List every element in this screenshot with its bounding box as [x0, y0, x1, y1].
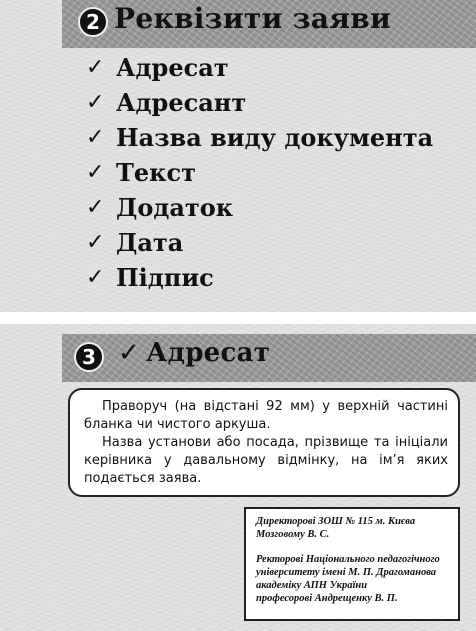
checkmark-icon: ✓: [86, 195, 105, 220]
list-item-label: Адресант: [116, 88, 247, 117]
list-item: [86, 85, 433, 120]
sample-line: Ректорові Національного педагогічного: [256, 554, 440, 565]
slide-number-badge: 2: [78, 7, 108, 37]
checkmark-icon: ✓: [86, 160, 105, 185]
list-item-label: Адресат: [116, 53, 229, 82]
list-item-label: Підпис: [116, 263, 214, 292]
list-item-label: Назва виду документа: [116, 123, 434, 152]
list-item: [86, 190, 433, 225]
list-item-label: Текст: [116, 158, 196, 187]
description-paragraph: Назва установи або посада, прізвище та ініціали керівника у давальному відмінку, на ім’я яких подається заява.: [84, 435, 448, 486]
requisites-list: [86, 50, 433, 295]
list-item: [86, 260, 433, 295]
sample-addressee-school: [256, 515, 448, 541]
list-item: [86, 225, 433, 260]
checkmark-icon: ✓: [86, 55, 105, 80]
list-item: [86, 155, 433, 190]
checkmark-icon: ✓: [86, 125, 105, 150]
slide-title-text: Адресат: [146, 338, 271, 368]
addressee-sample: [244, 507, 460, 621]
checkmark-icon: ✓: [86, 230, 105, 255]
sample-line: Директорові ЗОШ № 115 м. Києва: [256, 516, 416, 527]
list-item: [86, 50, 433, 85]
checkmark-icon: ✓: [118, 338, 141, 368]
sample-addressee-university: [256, 553, 448, 605]
checkmark-icon: ✓: [86, 90, 105, 115]
slide-requisites: [0, 0, 476, 312]
checkmark-icon: ✓: [86, 265, 105, 290]
slide-number-badge: 3: [74, 342, 104, 372]
sample-line: Мозговому В. С.: [256, 529, 330, 540]
sample-line: академіку АПН України: [256, 580, 368, 591]
sample-line: університету імені М. П. Драгоманова: [256, 567, 437, 578]
sample-line: професорові Андрещенку В. П.: [256, 593, 398, 604]
addressee-description: [68, 388, 460, 497]
description-paragraph: Праворуч (на відстані 92 мм) у верхній частині бланка чи чистого аркуша.: [84, 399, 448, 432]
slide-title: Реквізити заяви: [114, 2, 392, 35]
list-item-label: Додаток: [116, 193, 234, 222]
slide-title: [118, 338, 270, 368]
slide-addressee: [0, 324, 476, 631]
list-item: [86, 120, 433, 155]
list-item-label: Дата: [116, 228, 184, 257]
